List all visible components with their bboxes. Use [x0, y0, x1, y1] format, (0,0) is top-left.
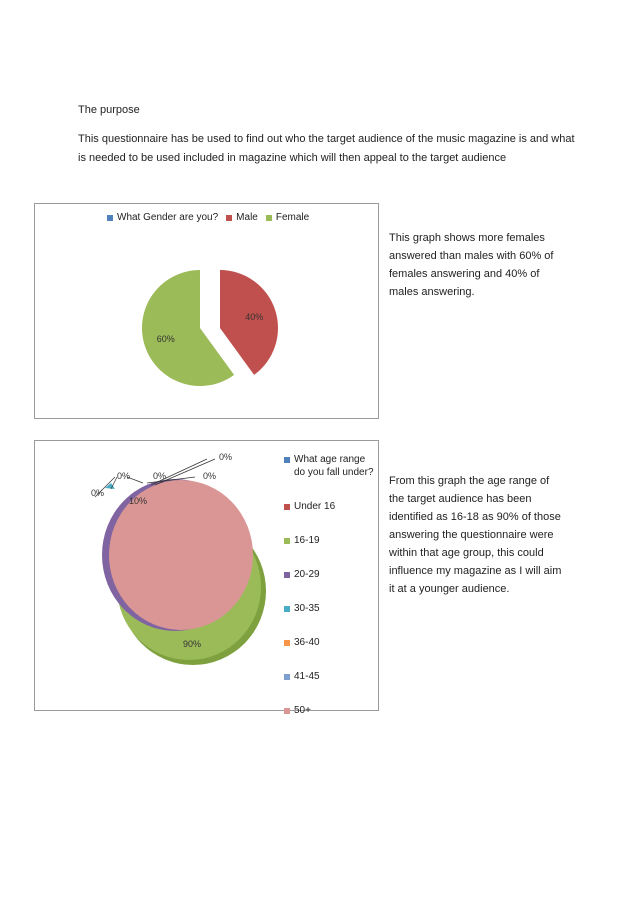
legend-item-50plus: [284, 704, 376, 717]
legend-item-title: [107, 212, 218, 223]
legend-label: 50+: [294, 705, 311, 716]
legend-label: What Gender are you?: [117, 212, 219, 223]
legend-swatch: [284, 504, 290, 510]
legend-swatch: [226, 215, 232, 221]
data-label-ten: 10%: [129, 496, 148, 506]
legend-swatch: [284, 640, 290, 646]
gender-pie-chart: [34, 203, 379, 419]
legend-label: Under 16: [294, 501, 336, 512]
legend-label: 16-19: [294, 535, 320, 546]
legend-item-41-45: [284, 670, 376, 683]
gender-pie-svg: [35, 204, 378, 418]
data-label-far-left: 0%: [91, 488, 105, 498]
age-pie-chart: [34, 440, 379, 716]
legend-label: What age range do you fall under?: [294, 454, 374, 478]
legend-label: 20-29: [294, 569, 320, 580]
legend-item-male: [226, 212, 258, 223]
legend-item-title: [284, 453, 376, 479]
legend-swatch: [284, 457, 290, 463]
legend-item-36-40: [284, 636, 376, 649]
legend-item-20-29: [284, 568, 376, 581]
legend-swatch: [284, 674, 290, 680]
age-legend: [284, 453, 376, 738]
legend-label: Female: [275, 212, 310, 223]
legend-swatch: [284, 708, 290, 714]
data-label-right: 0%: [203, 471, 217, 481]
data-label-left-a: 0%: [117, 471, 131, 481]
intro-paragraph: This questionnaire has be used to find out who the target audience of the music magazine is and what is needed to be used included in magazine which will then appeal to the target audience: [78, 133, 575, 164]
legend-label: 36-40: [294, 637, 320, 648]
data-label-ninety: 90%: [183, 639, 202, 649]
legend-item-30-35: [284, 602, 376, 615]
legend-item-under16: [284, 500, 376, 513]
page-heading: The purpose: [78, 104, 140, 116]
data-label-left-b: 0%: [153, 471, 167, 481]
legend-item-female: [266, 212, 309, 223]
data-label: 60%: [156, 334, 175, 345]
age-description: From this graph the age range of the target audience has been identified as 16-18 as 90% of those answering the questionnaire were within that age group, this could influence my magazine as I will aim it at a younger audience.: [389, 475, 562, 595]
legend-swatch: [284, 572, 290, 578]
gender-legend: [107, 212, 309, 223]
legend-swatch: [266, 215, 272, 221]
legend-label: 30-35: [294, 603, 320, 614]
data-label-top: 0%: [219, 452, 233, 462]
gender-description: This graph shows more females answered than males with 60% of females answering and 40% of males answering.: [389, 232, 554, 298]
legend-swatch: [284, 538, 290, 544]
legend-label: 41-45: [294, 671, 320, 682]
legend-swatch: [284, 606, 290, 612]
data-label: 40%: [245, 311, 264, 322]
legend-item-16-19: [284, 534, 376, 547]
legend-label: Male: [236, 212, 258, 223]
legend-swatch: [107, 215, 113, 221]
pie-slice-male: [220, 270, 278, 375]
